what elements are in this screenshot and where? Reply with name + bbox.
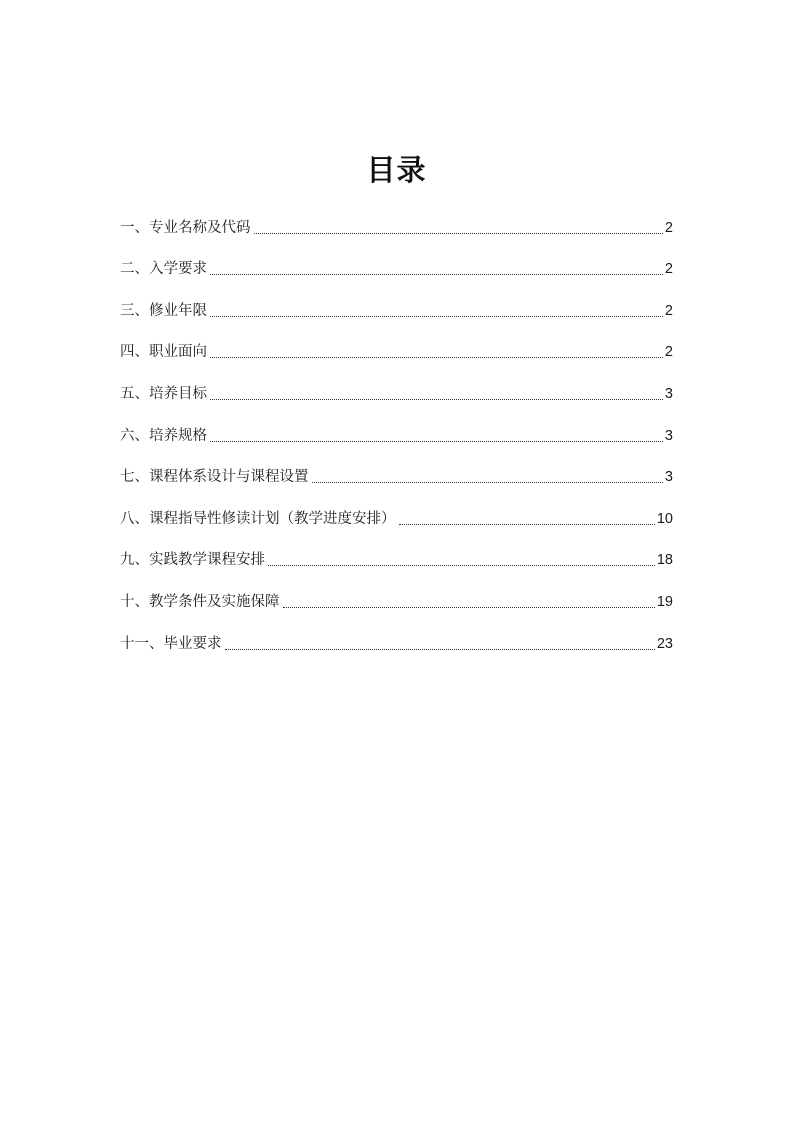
dot-leader: [283, 607, 655, 608]
table-of-contents: [120, 200, 673, 658]
toc-entry-7[interactable]: [120, 450, 673, 492]
dot-leader: [254, 233, 663, 234]
dot-leader: [210, 357, 663, 358]
toc-entry-label: 一、专业名称及代码: [120, 219, 251, 236]
toc-entry-label: 六、培养规格: [120, 427, 207, 444]
toc-entry-page-number: 2: [664, 302, 673, 319]
toc-title: 目录: [366, 153, 427, 187]
toc-entry-1[interactable]: [120, 200, 673, 242]
dot-leader: [268, 565, 655, 566]
toc-entry-3[interactable]: [120, 283, 673, 325]
toc-entry-10[interactable]: [120, 574, 673, 616]
dot-leader: [210, 274, 663, 275]
toc-entry-page-number: 3: [664, 385, 673, 402]
toc-entry-4[interactable]: [120, 325, 673, 367]
toc-entry-9[interactable]: [120, 533, 673, 575]
toc-entry-11[interactable]: [120, 616, 673, 658]
toc-entry-page-number: 10: [656, 510, 673, 527]
dot-leader: [210, 316, 663, 317]
toc-entry-page-number: 2: [664, 219, 673, 236]
toc-entry-page-number: 3: [664, 469, 673, 486]
toc-entry-label: 七、课程体系设计与课程设置: [120, 469, 309, 486]
toc-entry-5[interactable]: [120, 366, 673, 408]
toc-entry-page-number: 18: [656, 552, 673, 569]
toc-entry-label: 四、职业面向: [120, 344, 207, 361]
toc-entry-label: 十、教学条件及实施保障: [120, 593, 280, 610]
toc-entry-label: 二、入学要求: [120, 261, 207, 278]
toc-entry-label: 三、修业年限: [120, 302, 207, 319]
dot-leader: [210, 399, 663, 400]
toc-entry-page-number: 19: [656, 593, 673, 610]
toc-entry-page-number: 2: [664, 261, 673, 278]
toc-entry-label: 十一、毕业要求: [120, 635, 222, 652]
toc-entry-label: 八、课程指导性修读计划（教学进度安排）: [120, 510, 396, 527]
toc-entry-6[interactable]: [120, 408, 673, 450]
dot-leader: [225, 649, 655, 650]
toc-entry-page-number: 23: [656, 635, 673, 652]
dot-leader: [399, 524, 655, 525]
dot-leader: [312, 482, 663, 483]
toc-entry-8[interactable]: [120, 491, 673, 533]
toc-entry-2[interactable]: [120, 242, 673, 284]
toc-entry-label: 九、实践教学课程安排: [120, 552, 265, 569]
dot-leader: [210, 441, 663, 442]
toc-entry-page-number: 2: [664, 344, 673, 361]
toc-entry-label: 五、培养目标: [120, 385, 207, 402]
toc-entry-page-number: 3: [664, 427, 673, 444]
